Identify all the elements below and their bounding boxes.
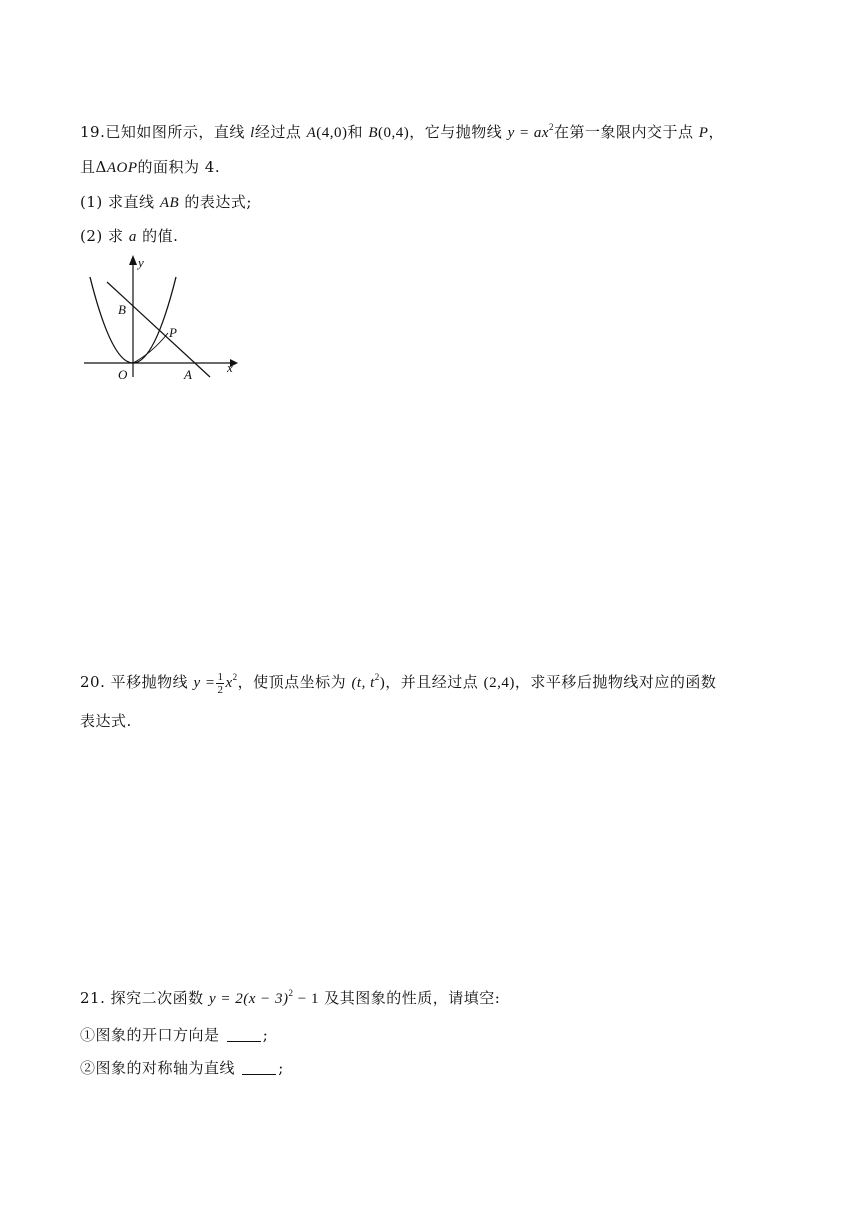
q20-x: x — [225, 675, 233, 691]
q19-text: 在第一象限内交于点 — [554, 123, 694, 141]
q19-text: ， — [708, 123, 724, 141]
q20-text: ，并且经过点 — [385, 673, 479, 691]
q19-text: ，它与抛物线 — [409, 123, 503, 141]
q21-text: 探究二次函数 — [110, 989, 204, 1007]
line-l-symbol: l — [250, 125, 255, 141]
q19-figure — [80, 253, 245, 383]
point-a-symbol: A — [306, 125, 317, 141]
q20-text: 平移抛物线 — [110, 673, 189, 691]
q19-part2 — [80, 226, 178, 247]
fraction-one-half — [216, 671, 224, 696]
point-a-coords: (4,0) — [316, 125, 348, 141]
point-b-coords: (0,4) — [378, 125, 410, 141]
x-axis-label: x — [227, 360, 233, 375]
fraction-numerator: 1 — [217, 670, 224, 683]
point-b-label: B — [118, 302, 126, 317]
q21-item2-text: ②图象的对称轴为直线 — [80, 1059, 236, 1077]
q20-equation: y = — [193, 675, 216, 691]
y-axis-label: y — [138, 255, 144, 270]
q19-part1-text: (1) 求直线 — [80, 193, 155, 211]
answer-blank-1[interactable] — [227, 1027, 261, 1042]
q19-text: 已知如图所示，直线 — [105, 123, 245, 141]
q21-function: y = 2(x − 3) — [208, 991, 289, 1007]
q19-part1-text: 的表达式; — [184, 193, 252, 211]
q19-line2 — [80, 157, 220, 178]
vertex-close: ) — [379, 675, 386, 691]
q19-text: 且Δ — [80, 158, 107, 176]
point-p-label: P — [169, 325, 177, 340]
point-a-label: A — [184, 367, 192, 382]
exponent: 2 — [232, 672, 238, 682]
q19-line1 — [80, 117, 724, 143]
point-b-symbol: B — [368, 125, 379, 141]
origin-label: O — [118, 367, 128, 382]
vertex-coords: (t, t — [351, 675, 375, 691]
q20-text: ，求平移后抛物线对应的函数 — [514, 673, 717, 691]
q19-part1 — [80, 192, 252, 213]
q21-item2-end: ; — [278, 1059, 284, 1077]
q20-text: ，使顶点坐标为 — [237, 673, 347, 691]
q19-part2-text: 的值. — [142, 227, 179, 245]
q19-part2-text: (2) 求 — [80, 227, 124, 245]
parabola-equation: y = ax — [507, 125, 549, 141]
q21-line1 — [80, 983, 500, 1009]
q20-line2 — [80, 711, 132, 731]
a-symbol: a — [128, 229, 137, 245]
fraction-denominator: 2 — [217, 683, 224, 696]
exponent: 2 — [288, 988, 294, 998]
q21-text: 及其图象的性质，请填空: — [324, 989, 501, 1007]
point-p-symbol: P — [698, 125, 709, 141]
y-axis-arrow — [129, 255, 137, 265]
q21-item1 — [80, 1025, 268, 1045]
line-ab-symbol: AB — [159, 195, 180, 211]
q21-item2 — [80, 1058, 284, 1078]
q20-text: 表达式. — [80, 712, 132, 730]
q21-number: 21. — [80, 989, 106, 1007]
triangle-aop: AOP — [106, 160, 138, 176]
q19-text: 的面积为 4. — [137, 158, 221, 176]
q19-text: 和 — [347, 123, 364, 141]
exponent: 2 — [374, 672, 380, 682]
q21-item1-end: ; — [262, 1026, 269, 1044]
q21-item1-text: ①图象的开口方向是 — [80, 1026, 220, 1044]
q19-number: 19. — [80, 123, 106, 141]
answer-blank-2[interactable] — [242, 1060, 276, 1075]
q21-function-tail: − 1 — [293, 991, 319, 1007]
q20-line1 — [80, 667, 716, 696]
exponent: 2 — [549, 122, 554, 132]
q19-text: 经过点 — [254, 123, 302, 141]
point-coords: (2,4) — [483, 675, 515, 691]
q20-number: 20. — [80, 673, 106, 691]
